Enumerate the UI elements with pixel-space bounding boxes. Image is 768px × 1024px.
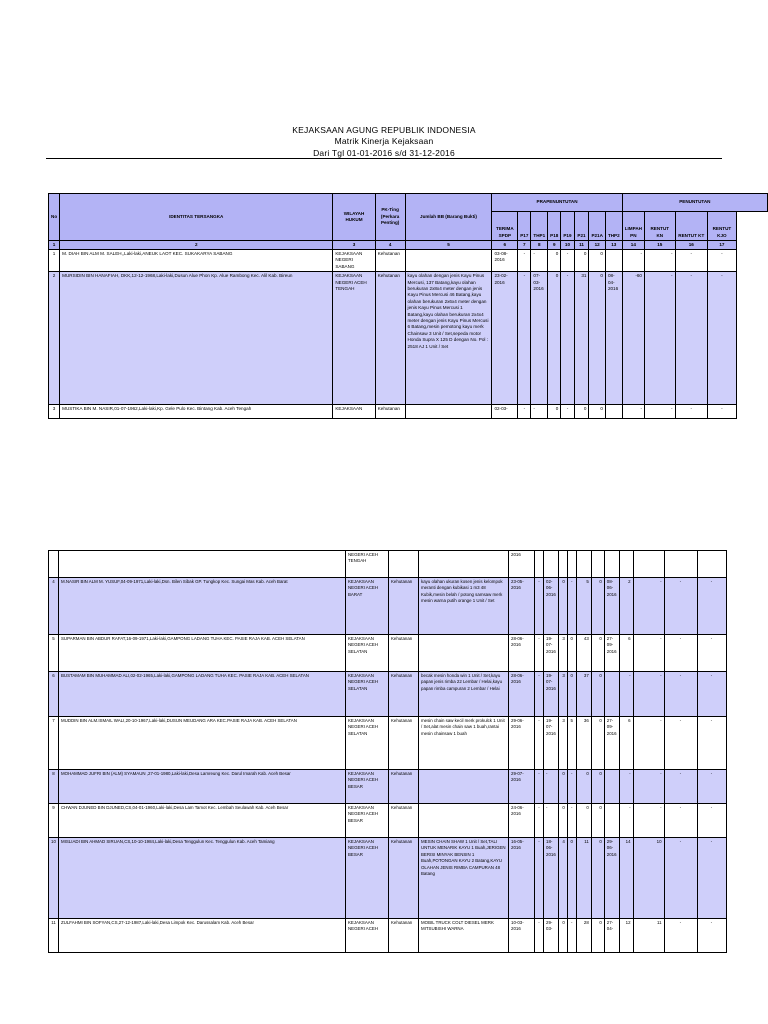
- col-number: 12: [589, 241, 606, 250]
- thp1-value: -: [531, 405, 548, 419]
- col-number: 14: [622, 241, 644, 250]
- p21-value: [576, 551, 591, 578]
- p17-value: -: [535, 919, 544, 953]
- wilayah-hukum: KEJAKSAAN NEGERI ACEH BESAR: [346, 770, 389, 804]
- col-number: 5: [405, 241, 492, 250]
- p18-value: 0: [548, 405, 561, 419]
- row-no: 8: [49, 770, 59, 804]
- limpah-pn-value: -: [619, 770, 633, 804]
- p18-value: 3: [558, 717, 567, 770]
- rentut-kn-value: -: [633, 578, 664, 635]
- p17-value: -: [518, 272, 531, 405]
- p17-value: -: [535, 838, 544, 919]
- col-number: 8: [531, 241, 548, 250]
- thp1-value: [544, 551, 559, 578]
- p18-value: 3: [558, 635, 567, 672]
- pk-ting: Kehutanan: [389, 672, 419, 717]
- row-no: 9: [49, 804, 59, 838]
- limpah-pn-value: 2: [619, 578, 633, 635]
- limpah-pn-value: 12: [619, 919, 633, 953]
- col-number: 17: [708, 241, 737, 250]
- wilayah-hukum: KEJAKSAAN NEGERI ACEH SELATAN: [346, 672, 389, 717]
- thp1-value: 19-07-2016: [544, 672, 559, 717]
- col-rentut-kn-header: RENTUT KN: [644, 212, 675, 241]
- rentut-kt-value: -: [675, 272, 707, 405]
- wilayah-hukum: KEJAKSAAN NEGERI ACEH SELATAN: [346, 717, 389, 770]
- rentut-kjo-value: -: [708, 405, 737, 419]
- col-number: 9: [548, 241, 561, 250]
- rentut-kt-value: -: [664, 717, 697, 770]
- p17-value: -: [535, 635, 544, 672]
- p19-value: -: [567, 578, 576, 635]
- col-terima-spdp-header: TERIMA SPDP: [492, 212, 518, 241]
- p18-value: [558, 551, 567, 578]
- p21-value: 5: [576, 578, 591, 635]
- thp2-value: 27-04-: [604, 919, 619, 953]
- limpah-pn-value: 6: [619, 717, 633, 770]
- tersangka-identity: M.NASIR BIN ALM M. YUSUF,04-09-1971,Laki-laki,Dsn. Bilen Sibak GP. Tungkop Kec. Sungai Mas Kab. Aceh Barat: [59, 578, 346, 635]
- rentut-kn-value: -: [633, 717, 664, 770]
- pk-ting: Kehutanan: [389, 804, 419, 838]
- table-row: [49, 551, 760, 578]
- limpah-pn-value: -60: [622, 272, 644, 405]
- row-no: [49, 551, 59, 578]
- col-p17-header: P17: [518, 212, 531, 241]
- table-row: [49, 919, 760, 953]
- p21a-value: 0: [591, 717, 604, 770]
- rentut-kjo-value: -: [708, 250, 737, 272]
- p21-value: 0: [574, 405, 589, 419]
- col-number: 13: [605, 241, 622, 250]
- barang-bukti: MESIN CHAIN SHAW 1 Unit / Set,TALI UNTUK MENARIK KAYU 1 Buah,JERIGEN BERISI MINYAK BENSIN 1 Buah,POTONGAN KAYU 2 Batang,KAYU OLAHAN JENIS RIMBA CAMPURAN 48 Batang: [419, 838, 509, 919]
- p17-value: -: [535, 717, 544, 770]
- p21a-value: 0: [591, 672, 604, 717]
- table-row: [49, 672, 760, 717]
- thp2-value: 27-09-2016: [604, 635, 619, 672]
- col-p21a-header: P21A: [589, 212, 606, 241]
- rentut-kjo-value: -: [697, 717, 726, 770]
- rentut-kjo-value: -: [697, 635, 726, 672]
- thp2-value: 08-04-2016: [605, 272, 622, 405]
- thp2-value: [604, 804, 619, 838]
- p21a-value: 0: [591, 919, 604, 953]
- row-no: 10: [49, 838, 59, 919]
- p21-value: 37: [576, 672, 591, 717]
- barang-bukti: kayu olahan dengan jenis Kayu Pinus Mercusi, 137 Batang,kayu olahan berukuran 2x8x4 meter dengan jenis Kayu Pinus Mercusi 46 Batang,kayu olahan berukuran 2x6x4 meter dengan jenis Kayu Pinus Mercusi 1 Batang,kayu olahan berukuran 2x4x4 meter dengan jenis Kayu Pinus Mercusi 6 Batang,mesin pemotong kayu merk Chainsaw 3 Unit / Set,sepeda motor Honda Supra X 125 D dengan No. Pol : 2518 AJ 1 Unit / Set: [405, 272, 492, 405]
- terima-spdp: 28-06-2016: [509, 672, 535, 717]
- table-row: [49, 770, 760, 804]
- p21-value: 11: [576, 838, 591, 919]
- p18-value: 0: [558, 804, 567, 838]
- col-pkting-header: PK-Ting (Perkara Penting): [375, 194, 405, 241]
- p21a-value: 0: [591, 838, 604, 919]
- thp1-value: 19-07-2016: [544, 635, 559, 672]
- tersangka-identity: BUSTAMAM BIN MUHAMMAD ALI,02-02-1965,Laki-laki,GAMPONG LADANG TUHA KEC. PASIE RAJA KAB. ACEH SELATAN: [59, 672, 346, 717]
- p21-value: 0: [574, 250, 589, 272]
- terima-spdp: 02-03-: [492, 405, 518, 419]
- terima-spdp: 16-05-2016: [509, 838, 535, 919]
- terima-spdp: 29-07-2016: [509, 770, 535, 804]
- matrix-table-bottom: [48, 550, 760, 953]
- doc-subtitle: Matrik Kinerja Kejaksaan: [334, 136, 434, 146]
- col-number: 1: [49, 241, 60, 250]
- rentut-kt-value: -: [664, 635, 697, 672]
- pk-ting: [389, 551, 419, 578]
- rentut-kt-value: [664, 551, 697, 578]
- thp1-value: 19-07-2016: [544, 717, 559, 770]
- p21-value: 43: [576, 635, 591, 672]
- pk-ting: Kehutanan: [375, 250, 405, 272]
- barang-bukti: becak mesin honda win 1 Unit / Set,kayu papan jenis rimba 22 Lembar / Helai,kayu papan rimba campuran 2 Lembar / Helai: [419, 672, 509, 717]
- p18-value: 0: [558, 578, 567, 635]
- limpah-pn-value: -: [622, 405, 644, 419]
- thp2-value: 08-06-2016: [604, 578, 619, 635]
- rentut-kt-value: -: [664, 672, 697, 717]
- tersangka-identity: CHWAN DJUNED BIN DJUNED,CS,04-01-1960,Laki-laki,Desa Lam Tamot Kec. Lembah Seulawah Kab. Aceh Besar: [59, 804, 346, 838]
- col-identitas-header: IDENTITAS TERSANGKA: [60, 194, 333, 241]
- row-no: 11: [49, 919, 59, 953]
- p17-value: -: [535, 770, 544, 804]
- p21a-value: 0: [591, 804, 604, 838]
- p21-value: 36: [576, 717, 591, 770]
- p17-value: -: [535, 578, 544, 635]
- col-limpah-pn-header: LIMPAH PN: [622, 212, 644, 241]
- wilayah-hukum: KEJAKSAAN NEGERI SABANG: [333, 250, 375, 272]
- rentut-kt-value: -: [664, 804, 697, 838]
- p18-value: 0: [558, 770, 567, 804]
- tersangka-identity: SUPARMAN BIN ABDUR RAFAT,16-09-1971,Laki-laki,GAMPONG LADANG TUHA KEC. PASIE RAJA KAB. ACEH SELATAN: [59, 635, 346, 672]
- p19-value: -: [561, 250, 574, 272]
- thp2-value: [604, 551, 619, 578]
- p19-value: 0: [567, 838, 576, 919]
- p18-value: 0: [548, 272, 561, 405]
- table-row: [49, 838, 760, 919]
- p18-value: 0: [558, 919, 567, 953]
- rentut-kjo-value: -: [697, 578, 726, 635]
- col-number: 11: [574, 241, 589, 250]
- col-no-header: No: [49, 194, 60, 241]
- wilayah-hukum: KEJAKSAAN NEGERI ACEH: [346, 919, 389, 953]
- terima-spdp: 03-08-2016: [492, 250, 518, 272]
- terima-spdp: 2016: [509, 551, 535, 578]
- p19-value: 0: [567, 672, 576, 717]
- p21-value: 31: [574, 272, 589, 405]
- col-number: 4: [375, 241, 405, 250]
- rentut-kn-value: -: [644, 250, 675, 272]
- table-row: [49, 635, 760, 672]
- wilayah-hukum: KEJAKSAAN NEGERI ACEH BESAR: [346, 804, 389, 838]
- thp1-value: 18-06-2016: [544, 838, 559, 919]
- group-prapenuntutan-header: PRAPENUNTUTAN: [492, 194, 622, 212]
- thp2-value: 27-09-2016: [604, 717, 619, 770]
- col-p18-header: P18: [548, 212, 561, 241]
- p19-value: 5: [567, 717, 576, 770]
- rentut-kt-value: -: [664, 919, 697, 953]
- row-no: 1: [49, 250, 60, 272]
- wilayah-hukum: KEJAKSAAN NEGERI ACEH BESAR: [346, 838, 389, 919]
- rentut-kn-value: [633, 551, 664, 578]
- rentut-kjo-value: -: [697, 838, 726, 919]
- row-no: 7: [49, 717, 59, 770]
- rentut-kt-value: -: [675, 405, 707, 419]
- p21a-value: 0: [591, 770, 604, 804]
- limpah-pn-value: [619, 551, 633, 578]
- col-p21-header: P21: [574, 212, 589, 241]
- tersangka-identity: M. DIAH BIN ALM M. SALEH,,Laki-laki,ANEUK LAOT KEC. SUKAKARYA SABANG: [60, 250, 333, 272]
- tersangka-identity: MUSTIKA BIN M. NASIR,01-07-1962,Laki-laki,Kp. Gele Pulo Kec. Bintang Kab. Aceh Tengah: [60, 405, 333, 419]
- p21a-value: 0: [589, 250, 606, 272]
- thp1-value: -: [544, 770, 559, 804]
- pk-ting: Kehutanan: [389, 578, 419, 635]
- barang-bukti: mesin chain saw kecil merk prokulck 1 Unit / Set,alat mesin chain saw 1 buah,rantai mesin chainsaw 1 buah: [419, 717, 509, 770]
- pk-ting: Kehutanan: [389, 770, 419, 804]
- p18-value: 0: [548, 250, 561, 272]
- thp1-value: -: [531, 250, 548, 272]
- p21a-value: 0: [591, 635, 604, 672]
- thp1-value: -: [544, 804, 559, 838]
- tersangka-identity: MUDDIN BIN ALM.ISMAIL WALI,20-10-1967,Laki-laki,DUSUN MEUDANG ARA KEC.PASIE RAJA KAB. ACEH SELATAN: [59, 717, 346, 770]
- col-number: 7: [518, 241, 531, 250]
- pk-ting: Kehutanan: [389, 717, 419, 770]
- rentut-kt-value: -: [664, 838, 697, 919]
- tersangka-identity: MISLIADI BIN AHMAD SIRUAN,CS,10-10-1984,Laki-laki,Desa Tenggulun Kec. Tenggulun Kab. Aceh Tamiang: [59, 838, 346, 919]
- col-rentut-kjo-header: RENTUT KJO: [708, 212, 737, 241]
- p21a-value: [591, 551, 604, 578]
- row-no: 5: [49, 635, 59, 672]
- rentut-kjo-value: -: [697, 672, 726, 717]
- limpah-pn-value: -: [619, 672, 633, 717]
- terima-spdp: 10-03-2016: [509, 919, 535, 953]
- p17-value: [535, 551, 544, 578]
- col-wilayah-header: WILAYAH HUKUM: [333, 194, 375, 241]
- row-no: 4: [49, 578, 59, 635]
- doc-title: KEJAKSAAN AGUNG REPUBLIK INDONESIA: [292, 125, 476, 135]
- header-rule: [46, 158, 722, 159]
- col-thp2-header: THP2: [605, 212, 622, 241]
- rentut-kn-value: 11: [633, 919, 664, 953]
- p17-value: -: [518, 250, 531, 272]
- p19-value: -: [561, 272, 574, 405]
- p17-value: -: [535, 804, 544, 838]
- thp2-value: [604, 672, 619, 717]
- terima-spdp: 28-06-2016: [509, 635, 535, 672]
- rentut-kn-value: -: [633, 770, 664, 804]
- terima-spdp: 23-02-2016: [492, 272, 518, 405]
- rentut-kn-value: -: [644, 405, 675, 419]
- table-row: [49, 804, 760, 838]
- rentut-kt-value: -: [664, 578, 697, 635]
- p19-value: -: [567, 770, 576, 804]
- barang-bukti: [419, 770, 509, 804]
- tersangka-identity: ZULFAHMI BIN SOFYAN,CS,27-12-1987,Laki-laki,Desa Limpok Kec. Darussalam Kab. Aceh Besar: [59, 919, 346, 953]
- rentut-kjo-value: -: [697, 919, 726, 953]
- p17-value: -: [518, 405, 531, 419]
- p19-value: [567, 551, 576, 578]
- p19-value: 0: [567, 635, 576, 672]
- p17-value: -: [535, 672, 544, 717]
- wilayah-hukum: KEJAKSAAN NEGERI ACEH TENGAH: [333, 272, 375, 405]
- barang-bukti: kayu olahan ukuran kosen jenis kelompok meranti dengan kubikasi 1 m3 48 Kubik,mesin belah / potong samsaw merk mesin warna putih orange 1 Unit / Set: [419, 578, 509, 635]
- rentut-kt-value: -: [675, 250, 707, 272]
- tersangka-identity: MOHAMMAD JUFRI BIN (ALM) SYAMAUN ,27-01-1980,Laki-laki,Desa Lamreung Kec. Darul Imarah Kab. Aceh Besar: [59, 770, 346, 804]
- rentut-kjo-value: [697, 551, 726, 578]
- table-row: [49, 717, 760, 770]
- col-number: 10: [561, 241, 574, 250]
- rentut-kn-value: -: [633, 635, 664, 672]
- row-no: 6: [49, 672, 59, 717]
- rentut-kn-value: 10: [633, 838, 664, 919]
- rentut-kn-value: -: [633, 672, 664, 717]
- col-number: 16: [675, 241, 707, 250]
- rentut-kjo-value: -: [708, 272, 737, 405]
- p21-value: 0: [576, 804, 591, 838]
- matrix-table-top: [48, 193, 768, 419]
- col-jumlah-bb-header: Jumlah BB (Barang Bukti): [405, 194, 492, 241]
- col-number: 6: [492, 241, 518, 250]
- rentut-kjo-value: -: [697, 804, 726, 838]
- pk-ting: Kehutanan: [389, 919, 419, 953]
- col-number: 15: [644, 241, 675, 250]
- terima-spdp: 23-05-2016: [509, 578, 535, 635]
- tersangka-identity: [59, 551, 346, 578]
- pk-ting: Kehutanan: [375, 405, 405, 419]
- col-rentut-kt-header: RENTUT KT: [675, 212, 707, 241]
- rentut-kn-value: -: [633, 804, 664, 838]
- barang-bukti: MOBIL TRUCK COLT DIESEL MERK MITSUBISHI WARNA: [419, 919, 509, 953]
- wilayah-hukum: NEGERI ACEH TENGAH: [346, 551, 389, 578]
- pk-ting: Kehutanan: [389, 838, 419, 919]
- thp2-value: [605, 405, 622, 419]
- limpah-pn-value: -: [619, 804, 633, 838]
- table-row: [49, 272, 768, 405]
- thp2-value: [605, 250, 622, 272]
- limpah-pn-value: 6: [619, 635, 633, 672]
- col-number: 3: [333, 241, 375, 250]
- rentut-kn-value: -: [644, 272, 675, 405]
- barang-bukti: [419, 804, 509, 838]
- wilayah-hukum: KEJAKSAAN: [333, 405, 375, 419]
- barang-bukti: [405, 250, 492, 272]
- p21-value: 28: [576, 919, 591, 953]
- p19-value: -: [561, 405, 574, 419]
- p18-value: 4: [558, 838, 567, 919]
- p21-value: 0: [576, 770, 591, 804]
- p21a-value: 0: [589, 405, 606, 419]
- col-number: 2: [60, 241, 333, 250]
- group-penuntutan-header: PENUNTUTAN: [622, 194, 767, 212]
- p18-value: 3: [558, 672, 567, 717]
- table-row: [49, 578, 760, 635]
- row-no: 3: [49, 405, 60, 419]
- barang-bukti: [419, 551, 509, 578]
- barang-bukti: [405, 405, 492, 419]
- p21a-value: 0: [589, 272, 606, 405]
- limpah-pn-value: -: [622, 250, 644, 272]
- terima-spdp: 29-06-2016: [509, 717, 535, 770]
- p19-value: -: [567, 919, 576, 953]
- thp1-value: 29-03-: [544, 919, 559, 953]
- thp2-value: 29-06-2016: [604, 838, 619, 919]
- tersangka-identity: MURSIDIN BIN HANAFIAH, DKK,12-12-1968,Laki-laki,Dusun Alue Phon Kp. Alue Rambong Kec. Alil Kab. Bireun: [60, 272, 333, 405]
- col-thp1-header: THP1: [531, 212, 548, 241]
- table-row: [49, 405, 768, 419]
- thp2-value: [604, 770, 619, 804]
- rentut-kjo-value: -: [697, 770, 726, 804]
- thp1-value: 02-06-2016: [544, 578, 559, 635]
- col-p19-header: P19: [561, 212, 574, 241]
- pk-ting: Kehutanan: [375, 272, 405, 405]
- rentut-kt-value: -: [664, 770, 697, 804]
- thp1-value: 07-03-2016: [531, 272, 548, 405]
- doc-period: Dari Tgl 01-01-2016 s/d 31-12-2016: [313, 148, 455, 158]
- limpah-pn-value: 14: [619, 838, 633, 919]
- row-no: 2: [49, 272, 60, 405]
- p21a-value: 0: [591, 578, 604, 635]
- table-row: [49, 250, 768, 272]
- wilayah-hukum: KEJAKSAAN NEGERI ACEH BARAT: [346, 578, 389, 635]
- pk-ting: Kehutanan: [389, 635, 419, 672]
- wilayah-hukum: KEJAKSAAN NEGERI ACEH SELATAN: [346, 635, 389, 672]
- terima-spdp: 24-06-2016: [509, 804, 535, 838]
- p19-value: -: [567, 804, 576, 838]
- barang-bukti: [419, 635, 509, 672]
